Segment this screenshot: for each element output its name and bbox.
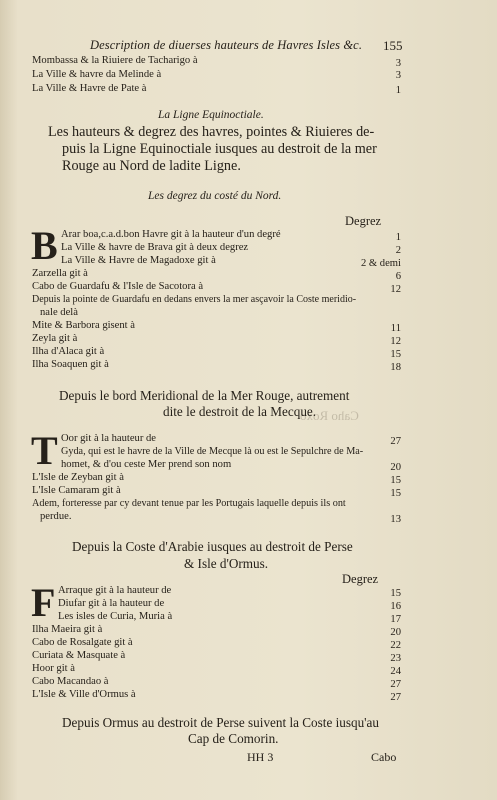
- section-heading-line: dite le destroit de la Mecque.: [163, 404, 317, 419]
- list-item-value: 24: [390, 666, 401, 677]
- signature-mark: HH 3: [247, 750, 274, 764]
- list-item-value: 6: [395, 271, 401, 282]
- list-item: La Ville & Havre de Pate à: [32, 83, 147, 94]
- list-item-value: 1: [395, 85, 401, 96]
- list-item: Zarzella git à: [32, 268, 88, 279]
- list-item-value: 12: [390, 336, 401, 347]
- list-item: La Ville & havre de Brava git à deux degrez: [61, 242, 249, 253]
- list-item: Zeyla git à: [32, 333, 78, 344]
- list-item: La Ville & Havre de Magadoxe git à: [61, 255, 216, 266]
- catchword: Cabo: [371, 750, 397, 764]
- list-item-value: 2 & demi: [360, 258, 401, 269]
- list-item-value: 16: [390, 601, 401, 612]
- list-item: L'Isle de Zeyban git à: [32, 472, 124, 483]
- list-item: Ilha Maeira git à: [32, 624, 103, 635]
- section-heading-line: Cap de Comorin.: [188, 731, 279, 746]
- section-subtitle: La Ligne Equinoctiale.: [158, 109, 264, 121]
- list-item: Curiata & Masquate à: [32, 650, 126, 661]
- list-item: L'Isle Camaram git à: [32, 485, 121, 496]
- list-item-value: 3: [395, 58, 401, 69]
- list-item-value: 15: [390, 349, 401, 360]
- section-heading-line: Depuis la Coste d'Arabie iusques au destroit de Perse: [72, 539, 353, 554]
- column-label: Degrez: [345, 214, 382, 228]
- list-item: Ilha Soaquen git à: [32, 359, 109, 370]
- list-item-value: 27: [390, 436, 401, 447]
- list-item: Cabo de Guardafu & l'Isle de Sacotora à: [32, 281, 204, 292]
- section-heading-line: Les hauteurs & degrez des havres, pointes & Riuieres de-: [48, 124, 375, 140]
- list-item: nale delà: [40, 307, 78, 318]
- drop-cap: T: [31, 428, 58, 473]
- section-heading-line: Depuis Ormus au destroit de Perse suivent la Coste iusqu'au: [62, 715, 379, 730]
- list-item-value: 20: [390, 627, 401, 638]
- list-item: perdue.: [40, 511, 72, 522]
- list-item-value: 18: [390, 362, 401, 373]
- running-head: Description de diuerses hauteurs de Havres Isles &c.: [90, 38, 363, 52]
- list-item-value: 27: [390, 679, 401, 690]
- drop-cap: F: [31, 580, 56, 625]
- list-item-value: 23: [390, 653, 401, 664]
- list-item: Mite & Barbora gisent à: [32, 320, 135, 331]
- column-label: Degrez: [342, 572, 379, 586]
- section-heading-line: Depuis le bord Meridional de la Mer Rouge, autrement: [59, 388, 350, 403]
- list-item-value: 15: [390, 488, 401, 499]
- list-item-value: 13: [390, 514, 401, 525]
- list-item: Les isles de Curia, Muria à: [58, 611, 173, 622]
- list-item-value: 3: [395, 70, 401, 81]
- list-item: Oor git à la hauteur de: [61, 433, 157, 444]
- list-item: La Ville & havre da Melinde à: [32, 69, 162, 80]
- list-item: Hoor git à: [32, 663, 75, 674]
- list-item-value: 27: [390, 692, 401, 703]
- list-item: homet, & d'ou ceste Mer prend son nom: [61, 459, 232, 470]
- section-heading-line: puis la Ligne Equinoctiale iusques au destroit de la mer: [62, 141, 377, 157]
- page-number: 155: [383, 38, 403, 53]
- list-item: Ilha d'Alaca git à: [32, 346, 105, 357]
- list-item: Arar boa,c.a.d.bon Havre git à la hauteur d'un degré: [61, 229, 281, 240]
- list-item: L'Isle & Ville d'Ormus à: [32, 689, 136, 700]
- list-item: Mombassa & la Riuiere de Tacharigo à: [32, 55, 198, 66]
- section-subheading: Les degrez du costé du Nord.: [148, 190, 282, 202]
- list-item-value: 1: [395, 232, 401, 243]
- list-item: Depuis la pointe de Guardafu en dedans envers la mer asçavoir la Coste meridio-: [32, 294, 357, 305]
- list-item: Diufar git à la hauteur de: [58, 598, 165, 609]
- list-item-value: 15: [390, 588, 401, 599]
- list-item: Adem, forteresse par cy devant tenue par les Portugais laquelle depuis ils ont: [32, 498, 346, 509]
- list-item: Gyda, qui est le havre de la Ville de Mecque là ou est le Sepulchre de Ma-: [61, 446, 364, 457]
- list-item-value: 22: [390, 640, 401, 651]
- section-heading-line: Rouge au Nord de ladite Ligne.: [62, 158, 241, 174]
- bleed-through-text: Caho Roxo: [300, 408, 359, 423]
- list-item: Cabo Macandao à: [32, 676, 109, 687]
- list-item-value: 12: [390, 284, 401, 295]
- list-item: Arraque git à la hauteur de: [58, 585, 172, 596]
- list-item: Cabo de Rosalgate git à: [32, 637, 133, 648]
- list-item-value: 20: [390, 462, 401, 473]
- list-item-value: 17: [390, 614, 401, 625]
- list-item-value: 2: [395, 245, 401, 256]
- drop-cap: B: [31, 223, 58, 268]
- list-item-value: 11: [390, 323, 401, 334]
- list-item-value: 15: [390, 475, 401, 486]
- section-heading-line: & Isle d'Ormus.: [184, 556, 269, 571]
